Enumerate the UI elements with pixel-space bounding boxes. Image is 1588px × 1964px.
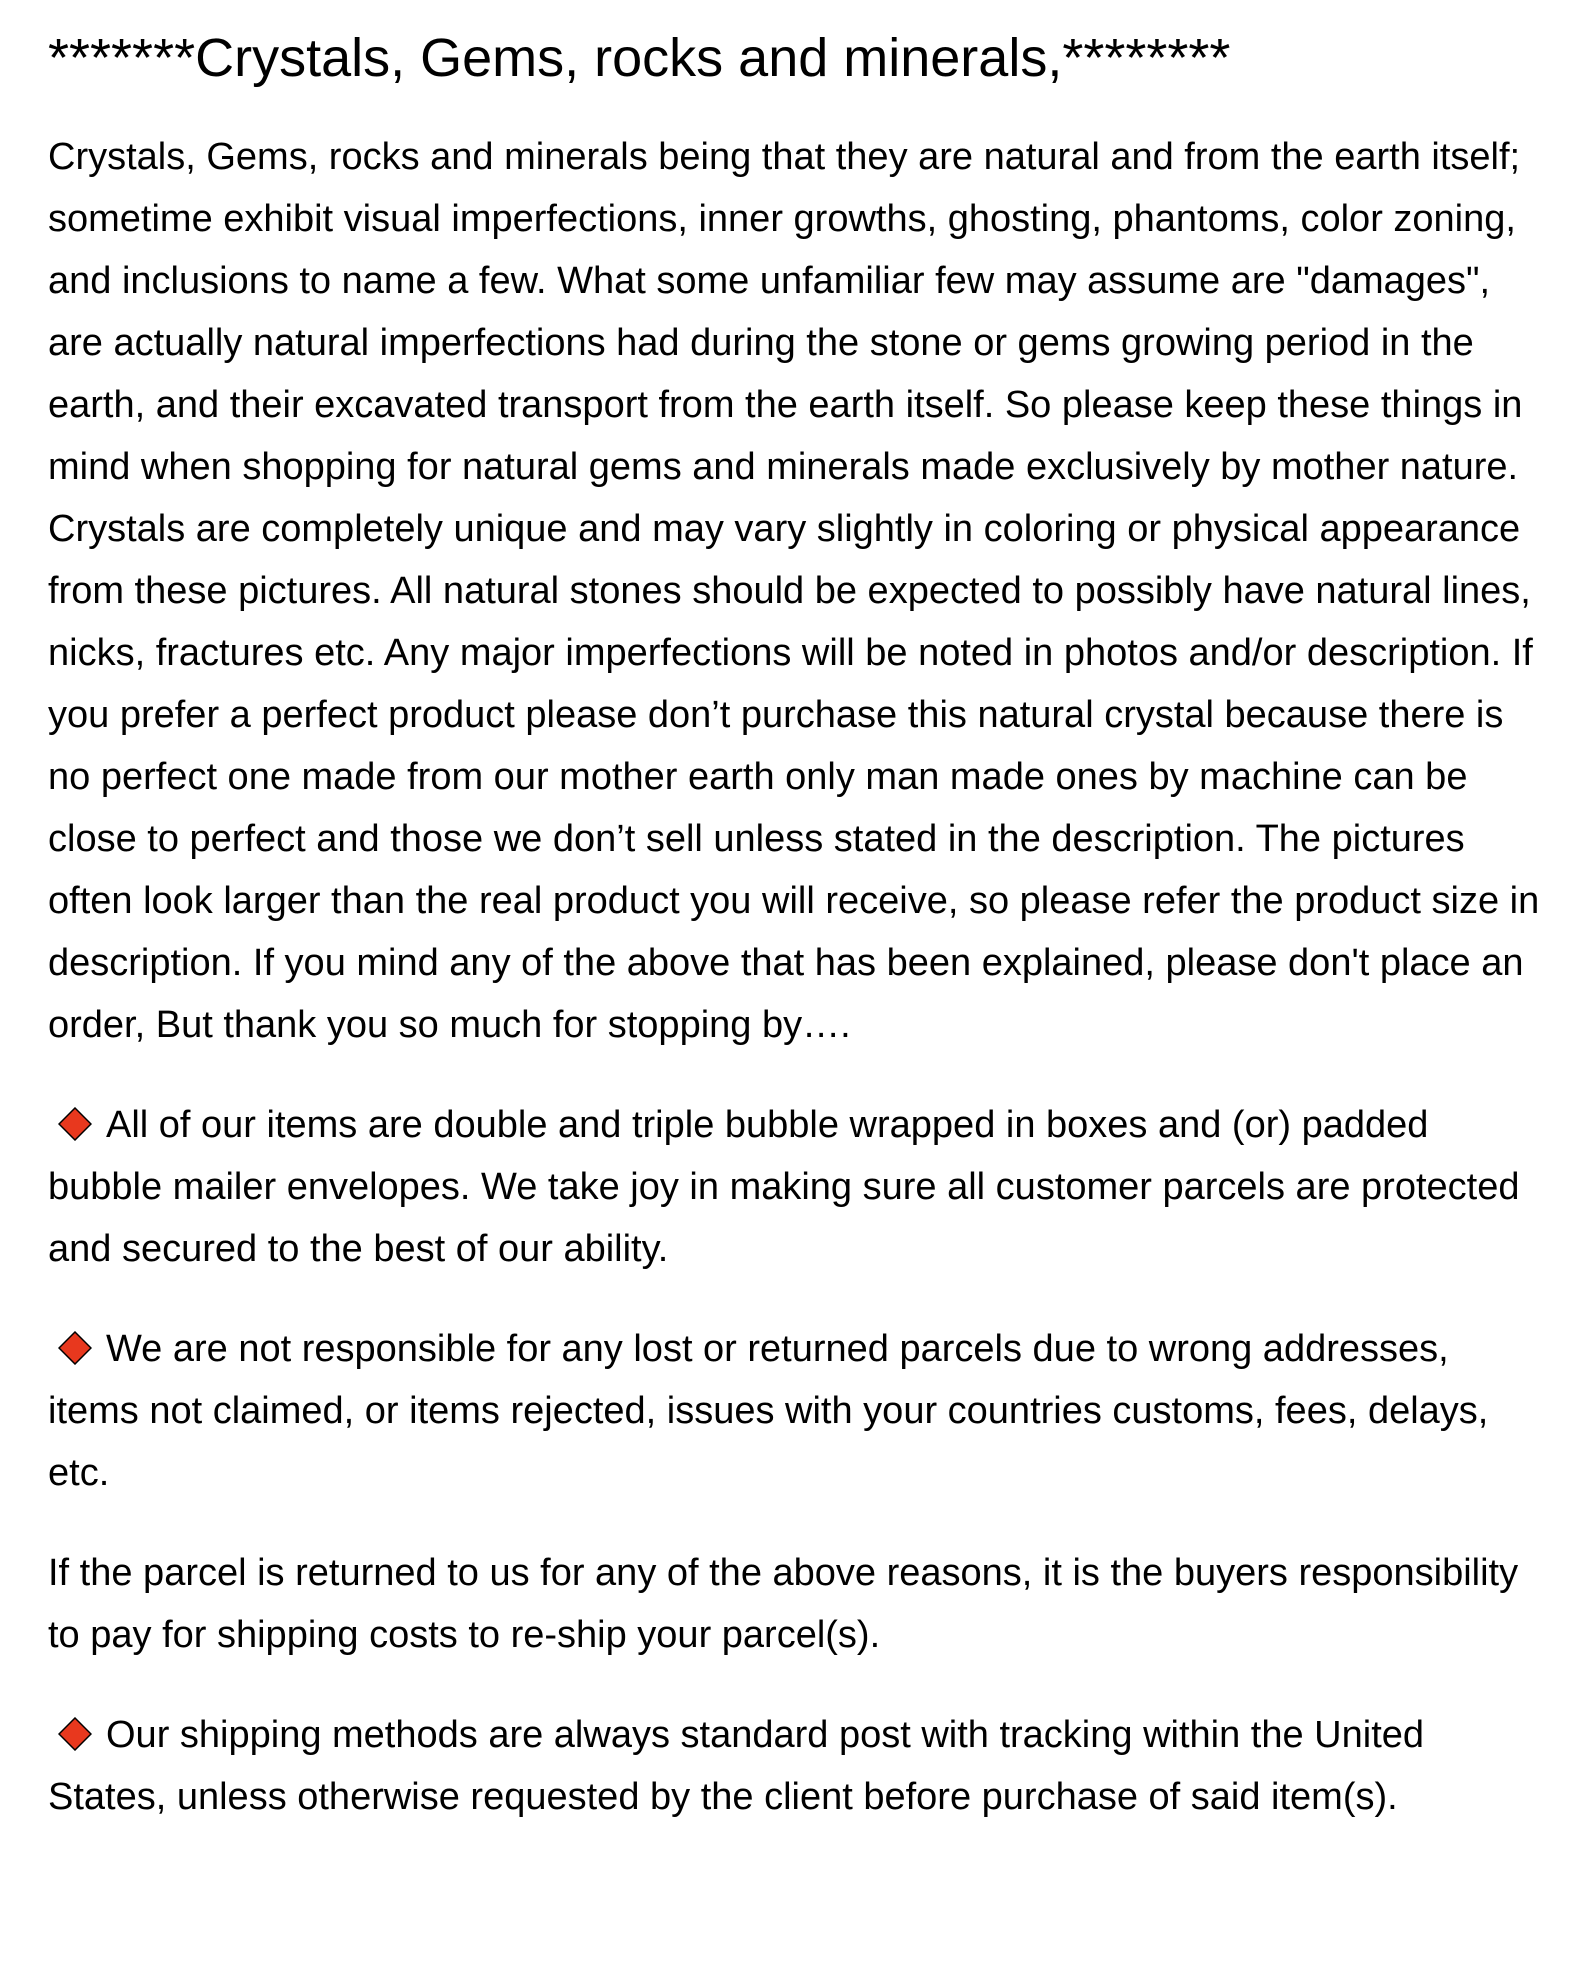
red-diamond-icon [58,1717,92,1751]
page-title: *******Crystals, Gems, rocks and minerals,******** [48,28,1231,88]
returns-paragraph: If the parcel is returned to us for any of the above reasons, it is the buyers responsibility to pay for shipping costs to re-ship your parcel(s). [48,1552,1519,1656]
packaging-text: All of our items are double and triple bubble wrapped in boxes and (or) padded bubble mailer envelopes. We take joy in making sure all customer parcels are protected and secured to the best of our ability. [48,1104,1520,1270]
red-diamond-icon [58,1331,92,1365]
liability-text: We are not responsible for any lost or returned parcels due to wrong addresses, items not claimed, or items rejected, issues with your countries customs, fees, delays, etc. [48,1328,1489,1494]
shipping-text: Our shipping methods are always standard post with tracking within the United States, unless otherwise requested by the client before purchase of said item(s). [48,1714,1425,1818]
red-diamond-icon [58,1107,92,1141]
packaging-paragraph [48,1094,1548,1280]
liability-paragraph [48,1318,1548,1504]
shipping-paragraph [48,1704,1548,1828]
listing-policy-document [48,18,1548,1828]
intro-paragraph: Crystals, Gems, rocks and minerals being that they are natural and from the earth itself; sometime exhibit visual imperfections, inner growths, ghosting, phantoms, color zoning, and inclusions to name a few. What some unfamiliar few may assume are "damages", are actually natural imperfections had during the stone or gems growing period in the earth, and their excavated transport from the earth itself. So please keep these things in mind when shopping for natural gems and minerals made exclusively by mother nature. Crystals are completely unique and may vary slightly in coloring or physical appearance from these pictures. All natural stones should be expected to possibly have natural lines, nicks, fractures etc. Any major imperfections will be noted in photos and/or description. If you prefer a perfect product please don’t purchase this natural crystal because there is no perfect one made from our mother earth only man made ones by machine can be close to perfect and those we don’t sell unless stated in the description. The pictures often look larger than the real product you will receive, so please refer the product size in description. If you mind any of the above that has been explained, please don't place an order, But thank you so much for stopping by…. [48,136,1540,1046]
